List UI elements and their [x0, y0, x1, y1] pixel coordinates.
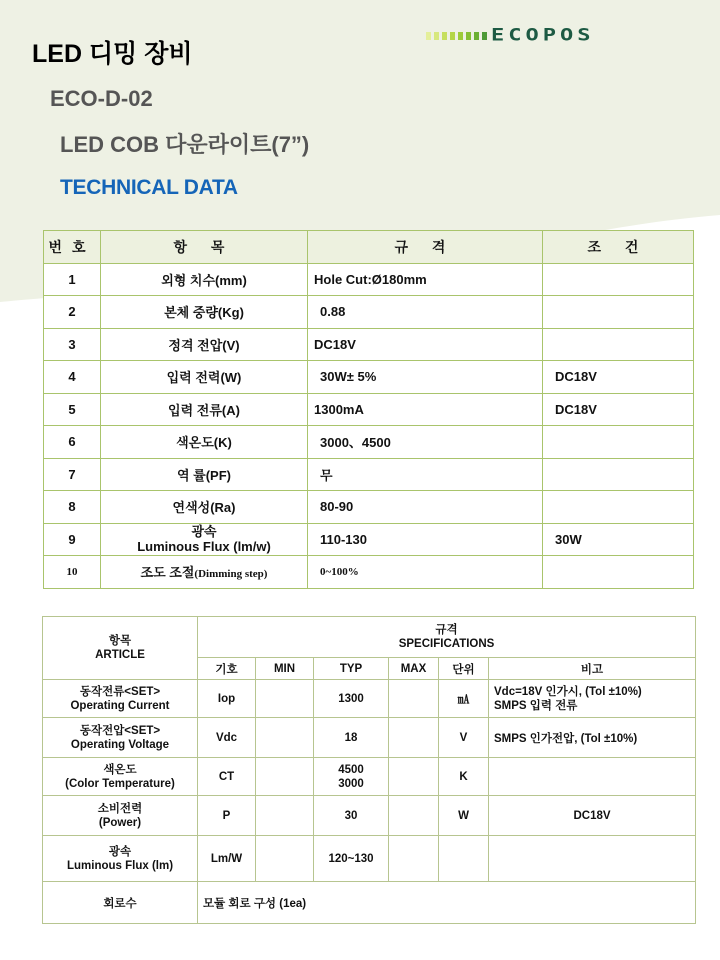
row-symbol: Lm/W: [198, 836, 256, 882]
row-symbol: CT: [198, 758, 256, 796]
row-spec: 무: [308, 458, 543, 491]
article-header-ko: 항목: [108, 635, 132, 647]
subheader-min: MIN: [256, 658, 314, 680]
specifications-table: [42, 616, 696, 924]
row-condition: [543, 296, 694, 329]
row-number: 2: [44, 296, 101, 329]
row-item-suffix: (Dimming step): [194, 568, 268, 581]
row-article-en: Luminous Flux (lm): [66, 859, 174, 872]
row-note: SMPS 인가전압, (Tol ±10%): [489, 718, 696, 758]
table-row: [44, 328, 694, 361]
row-max: [389, 836, 439, 882]
row-condition: [543, 426, 694, 459]
logo-bars: [426, 32, 487, 40]
table-row: [44, 263, 694, 296]
row-min: [256, 758, 314, 796]
page-title: LED 디밍 장비: [32, 40, 193, 68]
row-number: 6: [44, 426, 101, 459]
row-typ: [314, 758, 389, 796]
row-unit: ㎃: [439, 680, 489, 718]
row-item: 외형 치수(mm): [101, 263, 308, 296]
row-item: 입력 전력(W): [101, 361, 308, 394]
row-spec: DC18V: [308, 328, 543, 361]
row-condition: DC18V: [543, 361, 694, 394]
row-number: 9: [44, 523, 101, 556]
circuit-label: 회로수: [43, 882, 198, 924]
row-article-en: (Power): [98, 816, 142, 829]
table-row: [43, 718, 696, 758]
row-number: 4: [44, 361, 101, 394]
row-symbol: P: [198, 796, 256, 836]
header-condition: 조 건: [543, 231, 694, 264]
row-number: 3: [44, 328, 101, 361]
row-item: 입력 전류(A): [101, 393, 308, 426]
row-typ: 18: [314, 718, 389, 758]
spec-header-en: SPECIFICATIONS: [398, 638, 495, 650]
row-max: [389, 680, 439, 718]
row-spec: 3000、4500: [308, 426, 543, 459]
row-article-en: Operating Current: [70, 699, 170, 712]
row-article-ko: 광속: [108, 845, 132, 858]
row-item: 정격 전압(V): [101, 328, 308, 361]
row-min: [256, 680, 314, 718]
technical-data-table: [43, 230, 694, 589]
logo-wordmark: ECOPOS: [491, 25, 595, 46]
row-typ: 1300: [314, 680, 389, 718]
row-item: [101, 556, 308, 589]
table-row: [44, 458, 694, 491]
row-item-en: Luminous Flux (lm/w): [137, 539, 271, 555]
row-spec: 0.88: [308, 296, 543, 329]
row-unit: [439, 836, 489, 882]
row-article-ko: 소비전력: [97, 802, 143, 815]
row-item: 역 률(PF): [101, 458, 308, 491]
row-note: DC18V: [489, 796, 696, 836]
row-article: [43, 680, 198, 718]
article-header-en: ARTICLE: [95, 649, 145, 661]
table-row: [44, 556, 694, 589]
model-number: ECO-D-02: [50, 86, 153, 111]
row-max: [389, 796, 439, 836]
row-item-ko: 광속: [191, 524, 217, 540]
table-row: [44, 426, 694, 459]
row-symbol: Iop: [198, 680, 256, 718]
subheader-unit: 단위: [439, 658, 489, 680]
row-note: [489, 836, 696, 882]
row-condition: [543, 328, 694, 361]
table-row: [43, 796, 696, 836]
row-max: [389, 758, 439, 796]
table-row: [43, 836, 696, 882]
row-note: [489, 680, 696, 718]
subheader-symbol: 기호: [198, 658, 256, 680]
row-unit: V: [439, 718, 489, 758]
row-article: [43, 796, 198, 836]
row-article: [43, 718, 198, 758]
row-spec: 110-130: [308, 523, 543, 556]
row-condition: [543, 458, 694, 491]
spec-header: [198, 617, 696, 658]
row-condition: 30W: [543, 523, 694, 556]
row-article-en: Operating Voltage: [70, 738, 170, 751]
row-typ: 120~130: [314, 836, 389, 882]
row-article: [43, 836, 198, 882]
row-note-line2: SMPS 입력 전류: [494, 699, 578, 712]
row-max: [389, 718, 439, 758]
row-condition: [543, 556, 694, 589]
circuit-value: 모듈 회로 구성 (1ea): [198, 882, 696, 924]
row-spec: 30W± 5%: [308, 361, 543, 394]
row-spec: 1300mA: [308, 393, 543, 426]
row-typ-line1: 4500: [338, 763, 364, 776]
section-heading: TECHNICAL DATA: [60, 176, 238, 199]
row-article: [43, 758, 198, 796]
row-article-en: (Color Temperature): [65, 777, 175, 790]
table-row: [43, 680, 696, 718]
table-row: [44, 361, 694, 394]
row-min: [256, 796, 314, 836]
row-unit: W: [439, 796, 489, 836]
ecopos-logo: [426, 24, 692, 48]
row-item: 색온도(K): [101, 426, 308, 459]
header-item: 항 목: [101, 231, 308, 264]
row-condition: [543, 263, 694, 296]
table-row: [43, 758, 696, 796]
row-article-ko: 동작전류<SET>: [79, 685, 161, 698]
row-condition: [543, 491, 694, 524]
row-typ-line2: 3000: [338, 777, 364, 790]
subheader-max: MAX: [389, 658, 439, 680]
row-min: [256, 836, 314, 882]
header-spec: 규 격: [308, 231, 543, 264]
table-row: [44, 523, 694, 556]
row-number: 1: [44, 263, 101, 296]
subheader-note: 비고: [489, 658, 696, 680]
row-article-ko: 색온도: [103, 763, 137, 776]
row-item-ko: 조도 조절: [140, 565, 195, 581]
article-header: [43, 617, 198, 680]
row-condition: DC18V: [543, 393, 694, 426]
row-number: 7: [44, 458, 101, 491]
table-row: [43, 882, 696, 924]
row-spec: 0~100%: [308, 556, 543, 589]
table-row: [44, 491, 694, 524]
row-spec: Hole Cut:Ø180mm: [308, 263, 543, 296]
row-number: 8: [44, 491, 101, 524]
row-unit: K: [439, 758, 489, 796]
spec-header-ko: 규격: [435, 624, 458, 636]
row-note-line1: Vdc=18V 인가시, (Tol ±10%): [494, 685, 642, 698]
row-article-ko: 동작전압<SET>: [79, 724, 161, 737]
table-row: [44, 296, 694, 329]
row-item: 연색성(Ra): [101, 491, 308, 524]
row-item: 본체 중량(Kg): [101, 296, 308, 329]
row-number: 5: [44, 393, 101, 426]
subheader-typ: TYP: [314, 658, 389, 680]
row-min: [256, 718, 314, 758]
table-header-row: [44, 231, 694, 264]
row-item: [101, 523, 308, 556]
row-number: 10: [44, 556, 101, 589]
row-note: [489, 758, 696, 796]
row-spec: 80-90: [308, 491, 543, 524]
header-number: 번호: [44, 231, 101, 264]
row-symbol: Vdc: [198, 718, 256, 758]
row-typ: 30: [314, 796, 389, 836]
table-row: [44, 393, 694, 426]
product-name: LED COB 다운라이트(7”): [60, 132, 310, 157]
